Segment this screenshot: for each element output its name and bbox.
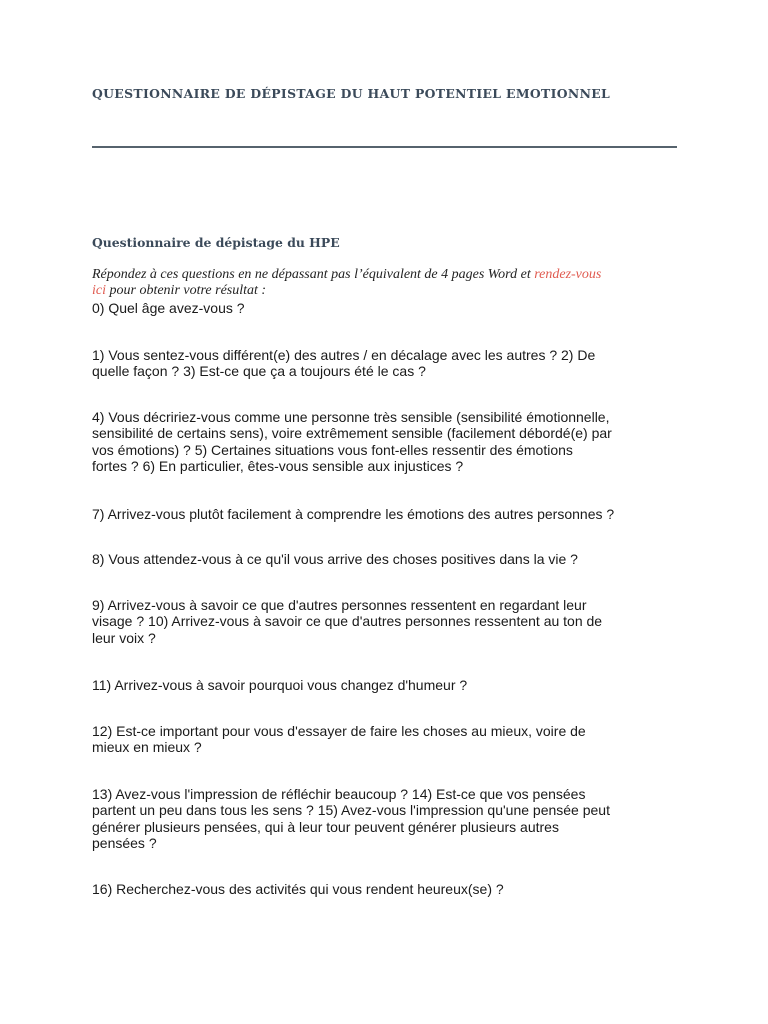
question-1-3 bbox=[92, 347, 677, 380]
question-13-15 bbox=[92, 786, 677, 852]
question-11 bbox=[92, 677, 677, 693]
question-12 bbox=[92, 723, 677, 756]
question-line: fortes ? 6) En particulier, êtes-vous sensible aux injustices ? bbox=[92, 458, 464, 475]
question-line: partent un peu dans tous les sens ? 15) Avez-vous l'impression qu'une pensée peut bbox=[92, 802, 610, 819]
question-line: pensées ? bbox=[92, 835, 157, 852]
question-16 bbox=[92, 881, 677, 897]
question-line: visage ? 10) Arrivez-vous à savoir ce que d'autres personnes ressentent au ton de bbox=[92, 613, 603, 630]
document-page bbox=[92, 0, 677, 1024]
question-0 bbox=[92, 300, 677, 316]
section-heading: Questionnaire de dépistage du HPE bbox=[92, 235, 340, 250]
question-line: 9) Arrivez-vous à savoir ce que d'autres personnes ressentent en regardant leur bbox=[92, 597, 587, 613]
intro-paragraph bbox=[92, 267, 672, 299]
question-line: 13) Avez-vous l'impression de réfléchir beaucoup ? 14) Est-ce que vos pensées bbox=[92, 786, 586, 802]
question-line: 0) Quel âge avez-vous ? bbox=[92, 300, 245, 316]
question-line: vos émotions) ? 5) Certaines situations vous font-elles ressentir des émotions bbox=[92, 441, 573, 458]
question-line: 4) Vous décririez-vous comme une personne très sensible (sensibilité émotionnelle, bbox=[92, 409, 610, 425]
question-line: 7) Arrivez-vous plutôt facilement à comprendre les émotions des autres personnes ? bbox=[92, 506, 615, 522]
question-line: 16) Recherchez-vous des activités qui vous rendent heureux(se) ? bbox=[92, 881, 504, 897]
question-7 bbox=[92, 506, 677, 522]
question-line: 12) Est-ce important pour vous d'essayer de faire les choses au mieux, voire de bbox=[92, 723, 586, 739]
question-8 bbox=[92, 551, 677, 567]
rendez-vous-link[interactable]: rendez-vous bbox=[534, 267, 602, 282]
question-line: 1) Vous sentez-vous différent(e) des autres / en décalage avec les autres ? 2) De bbox=[92, 347, 596, 363]
question-line: 11) Arrivez-vous à savoir pourquoi vous changez d'humeur ? bbox=[92, 677, 468, 693]
question-line: quelle façon ? 3) Est-ce que ça a toujours été le cas ? bbox=[92, 363, 426, 380]
title-divider bbox=[92, 146, 677, 148]
document-title: QUESTIONNAIRE DE DÉPISTAGE DU HAUT POTENTIEL EMOTIONNEL bbox=[92, 86, 611, 101]
question-line: leur voix ? bbox=[92, 629, 156, 646]
question-line: 8) Vous attendez-vous à ce qu'il vous arrive des choses positives dans la vie ? bbox=[92, 551, 578, 567]
question-9-10 bbox=[92, 597, 677, 646]
question-line: mieux en mieux ? bbox=[92, 739, 202, 756]
question-line: générer plusieurs pensées, qui à leur tour peuvent générer plusieurs autres bbox=[92, 818, 559, 835]
intro-text-before-link: Répondez à ces questions en ne dépassant pas l’équivalent de 4 pages Word et bbox=[92, 267, 535, 282]
intro-text-after-link: pour obtenir votre résultat : bbox=[106, 283, 267, 298]
question-line: sensibilité de certains sens), voire extrêmement sensible (facilement débordé(e) par bbox=[92, 425, 612, 442]
ici-link[interactable]: ici bbox=[92, 283, 106, 298]
question-4-6 bbox=[92, 409, 677, 475]
